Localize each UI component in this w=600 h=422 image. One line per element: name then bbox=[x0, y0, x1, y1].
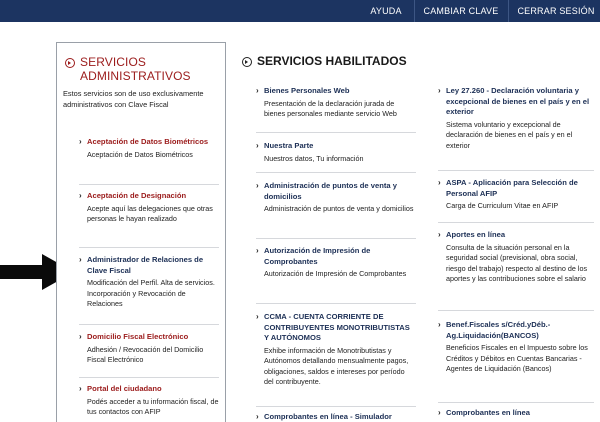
chevron-right-icon: › bbox=[256, 141, 259, 150]
list-item bbox=[256, 86, 416, 120]
list-item bbox=[438, 86, 594, 151]
list-item bbox=[438, 320, 594, 375]
chevron-right-icon: › bbox=[79, 191, 82, 200]
intro-text: Estos servicios son de uso exclusivamente administrativos con Clave Fiscal bbox=[63, 89, 204, 109]
service-link[interactable]: Ley 27.260 - Declaración voluntaria y excepcional de bienes en el país y en el exterior bbox=[446, 86, 590, 116]
service-link[interactable]: Nuestra Parte bbox=[264, 141, 314, 150]
list-item bbox=[256, 412, 416, 422]
service-description: Exhibe información de Monotributistas y Autónomos detallando mensualmente pagos, obligaciones, saldos e intereses por período del contribuyente. bbox=[264, 345, 409, 386]
service-link[interactable]: CCMA - CUENTA CORRIENTE DE CONTRIBUYENTES MONOTRIBUTISTAS Y AUTÓNOMOS bbox=[264, 312, 410, 342]
help-link[interactable]: AYUDA bbox=[370, 6, 402, 16]
administrative-services-panel bbox=[56, 42, 226, 422]
divider bbox=[438, 402, 594, 403]
chevron-right-icon: › bbox=[256, 181, 259, 190]
chevron-right-icon: › bbox=[256, 86, 259, 95]
list-item bbox=[79, 137, 219, 160]
service-link[interactable]: Administrador de Relaciones de Clave Fiscal bbox=[87, 255, 204, 275]
divider bbox=[438, 310, 594, 311]
enabled-services-title: SERVICIOS HABILITADOS bbox=[257, 54, 407, 68]
service-description: Carga de Curriculum Vitae en AFIP bbox=[446, 201, 559, 210]
change-password-link[interactable]: CAMBIAR CLAVE bbox=[423, 6, 499, 16]
divider bbox=[79, 324, 219, 325]
divider bbox=[256, 406, 416, 407]
service-description: Beneficios Fiscales en el Impuesto sobre los Créditos y Débitos en Cuentas Bancarias - Agentes de Liquidación (Bancos) bbox=[446, 343, 588, 373]
administrative-services-heading bbox=[65, 55, 191, 83]
service-link[interactable]: Comprobantes en línea - Simulador bbox=[264, 412, 392, 421]
list-item bbox=[256, 141, 416, 164]
chevron-right-icon: › bbox=[438, 230, 441, 239]
chevron-right-icon: › bbox=[79, 332, 82, 341]
divider bbox=[256, 132, 416, 133]
service-link[interactable]: Administración de puntos de venta y domicilios bbox=[264, 181, 397, 201]
service-link[interactable]: Portal del ciudadano bbox=[87, 384, 162, 393]
service-link[interactable]: Autorización de Impresión de Comprobantes bbox=[264, 246, 371, 266]
divider bbox=[256, 238, 416, 239]
chevron-right-icon: › bbox=[79, 384, 82, 393]
service-description: Consulta de la situación personal en la seguridad social (previsional, obra social, riesgo del trabajo) respecto al destino de los aportes y las contribuciones sobre el salario bbox=[446, 242, 588, 283]
service-description: Podés acceder a tu información fiscal, de tus contactos con AFIP bbox=[87, 396, 219, 416]
list-item bbox=[256, 246, 416, 280]
divider bbox=[256, 172, 416, 173]
service-description: Sistema voluntario y excepcional de declaración de bienes en el país y en el exterior bbox=[446, 119, 573, 150]
service-description: Adhesión / Revocación del Domicilio Fiscal Electrónico bbox=[87, 344, 204, 364]
chevron-right-icon: › bbox=[438, 320, 441, 329]
service-link[interactable]: Comprobantes en línea bbox=[446, 408, 530, 417]
logout-link[interactable]: CERRAR SESIÓN bbox=[517, 6, 595, 16]
chevron-right-icon: › bbox=[256, 312, 259, 321]
list-item bbox=[256, 181, 416, 215]
heading-line-1: SERVICIOS bbox=[80, 55, 147, 69]
service-description: Acepte aquí las delegaciones que otras personas le hayan realizado bbox=[87, 203, 213, 223]
service-link[interactable]: Aceptación de Designación bbox=[87, 191, 187, 200]
service-link[interactable]: Aportes en línea bbox=[446, 230, 506, 239]
chevron-right-icon: › bbox=[256, 412, 259, 421]
service-link[interactable]: Bienes Personales Web bbox=[264, 86, 350, 95]
list-item bbox=[256, 312, 416, 388]
divider bbox=[256, 303, 416, 304]
chevron-right-icon: › bbox=[79, 255, 82, 264]
list-item bbox=[438, 408, 594, 419]
list-item bbox=[79, 191, 219, 225]
chevron-right-icon: › bbox=[79, 137, 82, 146]
divider bbox=[79, 184, 219, 185]
circle-play-icon bbox=[65, 58, 75, 68]
list-item bbox=[438, 230, 594, 285]
service-link[interactable]: Benef.Fiscales s/Créd.yDéb.-Ag.Liquidación(BANCOS) bbox=[446, 320, 551, 340]
service-description: Autorización de Impresión de Comprobantes bbox=[264, 269, 407, 278]
enabled-services-heading bbox=[242, 54, 407, 68]
circle-play-icon bbox=[242, 57, 252, 67]
service-link[interactable]: ASPA - Aplicación para Selección de Personal AFIP bbox=[446, 178, 578, 198]
list-item bbox=[79, 384, 219, 418]
top-navigation-bar bbox=[0, 0, 600, 22]
divider bbox=[438, 170, 594, 171]
nav-divider bbox=[508, 0, 509, 22]
chevron-right-icon: › bbox=[256, 246, 259, 255]
chevron-right-icon: › bbox=[438, 408, 441, 417]
service-description: Aceptación de Datos Biométricos bbox=[87, 149, 193, 159]
service-description: Presentación de la declaración jurada de bienes personales mediante servicio Web bbox=[264, 98, 397, 118]
divider bbox=[438, 222, 594, 223]
divider bbox=[79, 247, 219, 248]
heading-line-2: ADMINISTRATIVOS bbox=[80, 69, 191, 83]
service-description: Nuestros datos, Tu información bbox=[264, 153, 364, 163]
list-item bbox=[79, 255, 219, 310]
nav-divider bbox=[414, 0, 415, 22]
chevron-right-icon: › bbox=[438, 86, 441, 95]
list-item bbox=[79, 332, 219, 366]
divider bbox=[79, 377, 219, 378]
service-description: Modificación del Perfil. Alta de servicios. Incorporación y Revocación de Relaciones bbox=[87, 278, 215, 308]
service-description: Administración de puntos de venta y domicilios bbox=[264, 204, 414, 213]
chevron-right-icon: › bbox=[438, 178, 441, 187]
list-item bbox=[438, 178, 594, 212]
service-link[interactable]: Domicilio Fiscal Electrónico bbox=[87, 332, 189, 341]
service-link[interactable]: Aceptación de Datos Biométricos bbox=[87, 137, 209, 146]
